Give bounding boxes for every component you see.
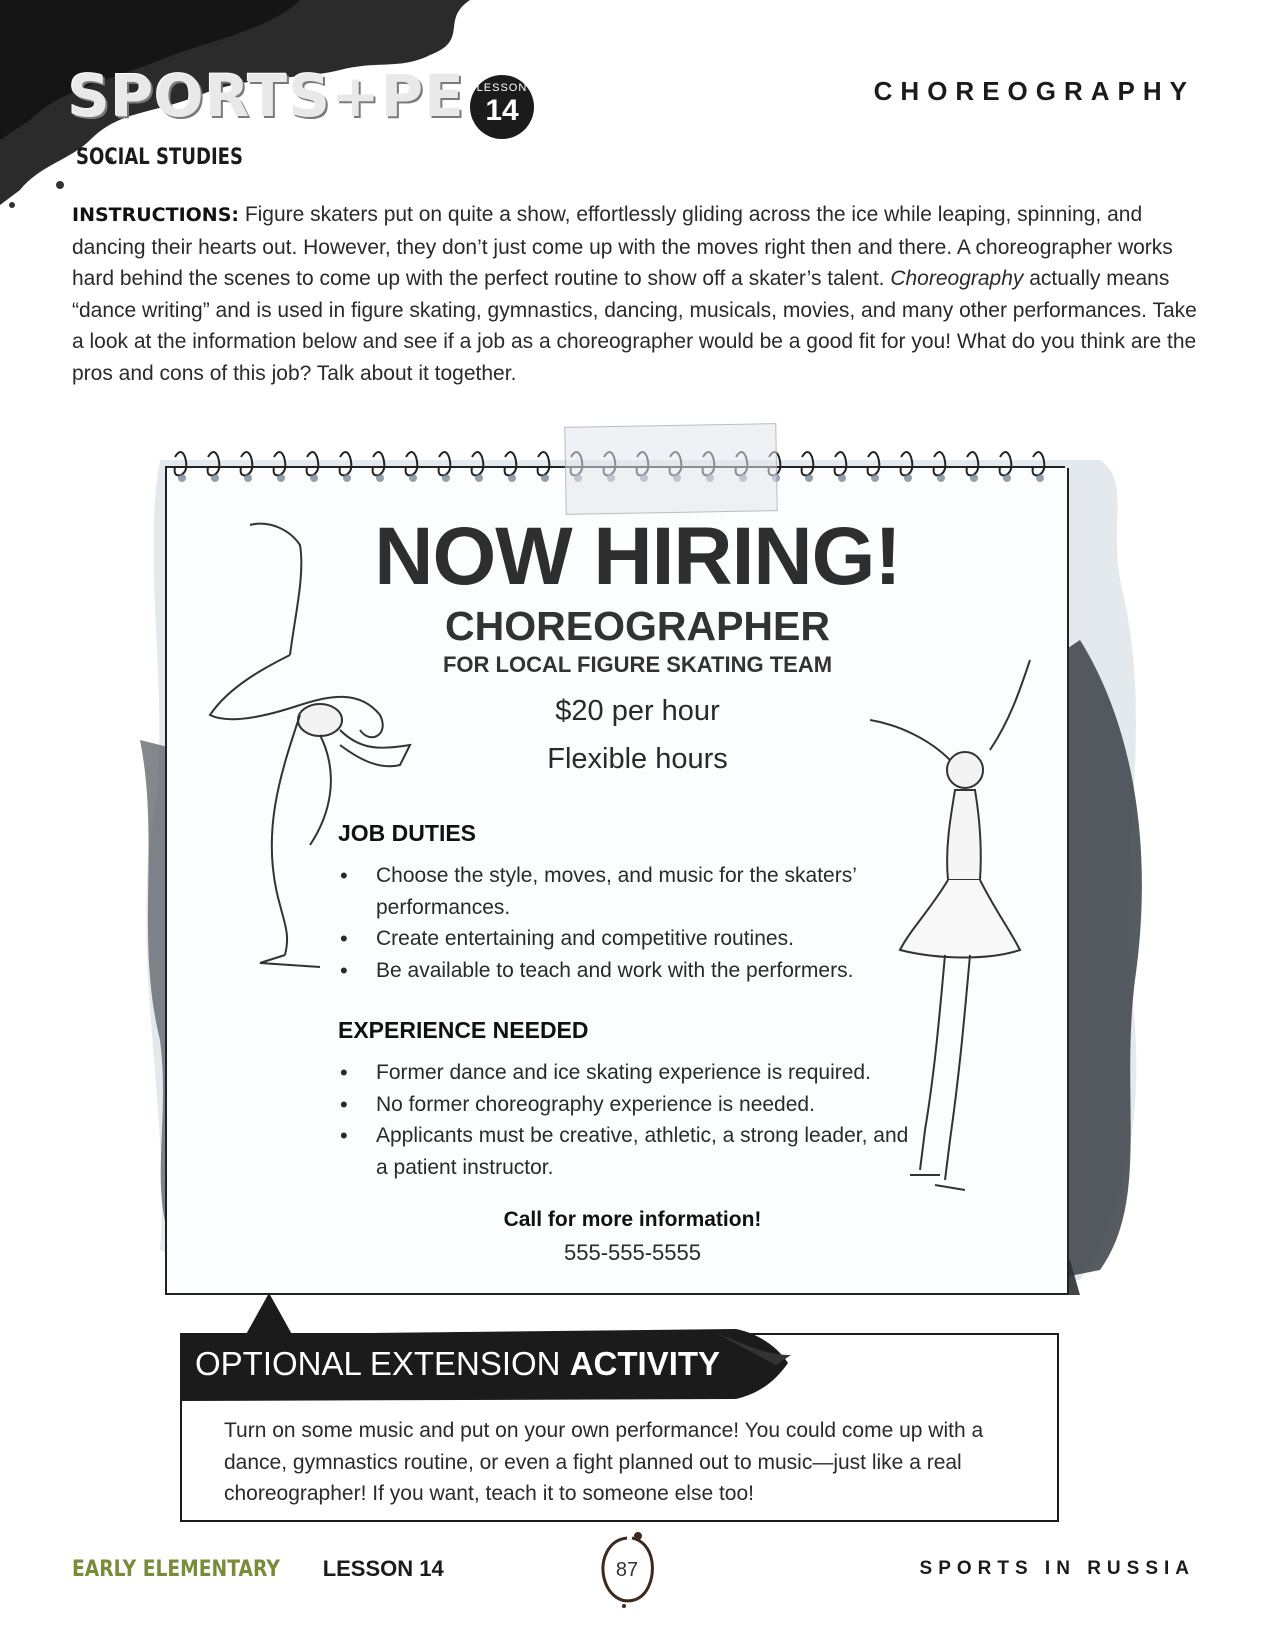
- instructions-text-1: Figure skaters put on quite a show, effortlessly gliding across the ice while leaping, spinning, and dancing their hearts out. However, they don’t just come up with the moves right then and there. A choreographer works hard behind the scenes to come up with the perfect routine to show off a skater’s talent.: [72, 203, 1173, 290]
- job-duties-heading: JOB DUTIES: [338, 820, 477, 846]
- phone-number: 555-555-5555: [563, 1240, 701, 1265]
- list-item: • No former choreography experience is needed.: [338, 1089, 918, 1121]
- page-number: 87: [615, 1559, 639, 1581]
- list-item: • Be available to teach and work with the performers.: [338, 955, 918, 987]
- lesson-badge-number: 14: [485, 94, 519, 127]
- lesson-badge-label: LESSON: [476, 82, 528, 94]
- extension-title-thin: OPTIONAL EXTENSION: [195, 1345, 570, 1382]
- call-for-info: Call for more information!: [503, 1208, 762, 1231]
- now-hiring-title: NOW HIRING!: [374, 511, 901, 602]
- extension-activity-body: Turn on some music and put on your own performance! You could come up with a dance, gymnastics routine, or even a fight planned out to music—just like a real choreographer! If you want, teach it to someone else too!: [224, 1419, 984, 1505]
- page-topic: CHOREOGRAPHY: [873, 76, 1195, 106]
- lesson-badge: [470, 75, 534, 139]
- instructions-italic-word: Choreography: [890, 267, 1024, 290]
- extension-activity-title: [195, 1345, 720, 1383]
- job-duties-list: [338, 860, 918, 986]
- subject-label: SOCIAL STUDIES: [76, 145, 243, 170]
- footer-grade-lesson: [72, 1556, 444, 1582]
- job-pay: $20 per hour: [555, 695, 720, 727]
- extension-title-bold: ACTIVITY: [569, 1345, 721, 1382]
- job-subtitle: FOR LOCAL FIGURE SKATING TEAM: [442, 652, 833, 677]
- experience-heading: EXPERIENCE NEEDED: [338, 1017, 589, 1043]
- footer-unit-title: SPORTS IN RUSSIA: [919, 1558, 1195, 1579]
- footer-grade-label: EARLY ELEMENTARY: [72, 1557, 280, 1582]
- tape-strip: [564, 423, 778, 515]
- experience-list: [338, 1057, 918, 1183]
- logo-text: SPORTS+PE: [68, 62, 465, 130]
- instructions-text-2: actually means “dance writing” and is used in figure skating, gymnastics, dancing, musicals, movies, and many other performances. Take a look at the information below and see if a job as a choreographer would be a good fit for you! What do you think are the pros and cons of this job? Talk about it together.: [72, 267, 1197, 385]
- list-item: • Applicants must be creative, athletic, a strong leader, and a patient instructor.: [338, 1120, 918, 1183]
- list-item: • Choose the style, moves, and music for the skaters’ performances.: [338, 860, 918, 923]
- job-hours: Flexible hours: [547, 743, 728, 775]
- job-role: CHOREOGRAPHER: [445, 603, 830, 649]
- instructions-lead: INSTRUCTIONS:: [72, 204, 239, 226]
- footer-lesson-label: LESSON 14: [316, 1556, 444, 1581]
- instructions-paragraph: [72, 199, 1207, 389]
- list-item: • Former dance and ice skating experience is required.: [338, 1057, 918, 1089]
- list-item: • Create entertaining and competitive routines.: [338, 923, 918, 955]
